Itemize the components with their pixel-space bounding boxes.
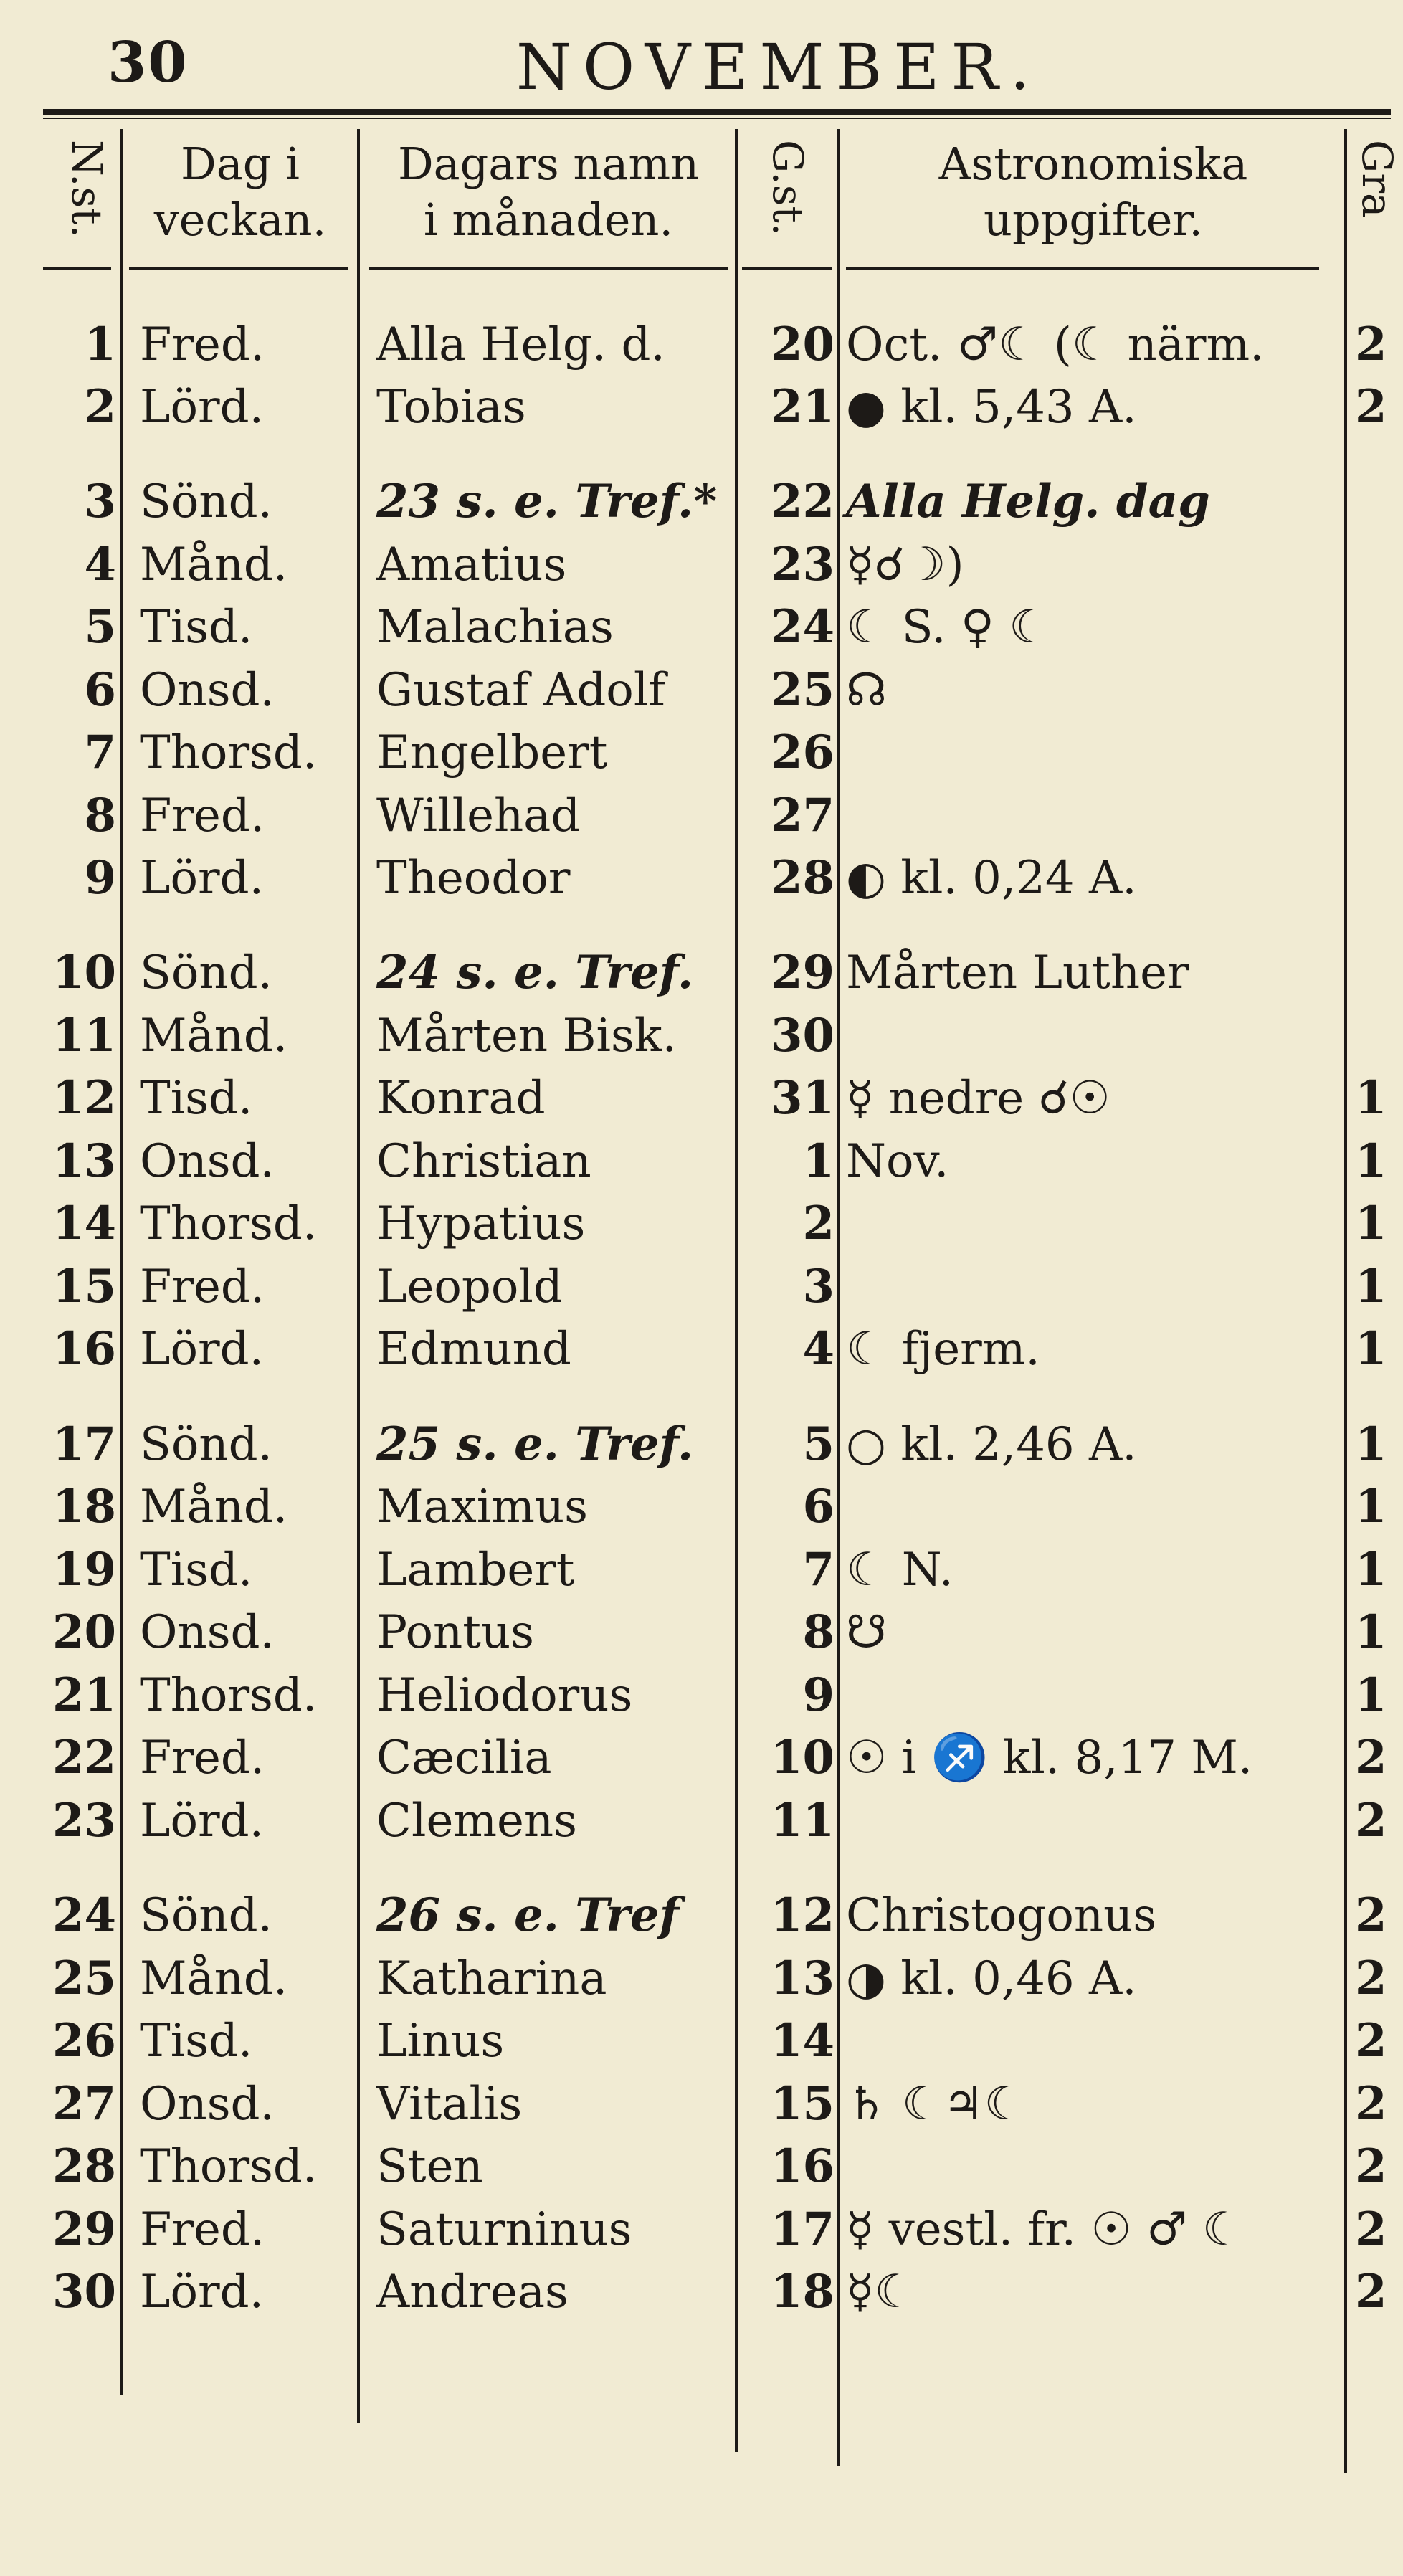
- table-row: [0, 1475, 1403, 1539]
- edge-digit: 2: [1355, 1731, 1387, 1784]
- edge-digit: 2: [1355, 2077, 1387, 2131]
- old-style-date: 8: [802, 1605, 834, 1659]
- weekday: Lörd.: [140, 852, 264, 905]
- weekday: Thorsd.: [140, 1197, 318, 1250]
- weekday: Onsd.: [140, 1606, 275, 1659]
- astronomical-note: ☉ i ♐ kl. 8,17 M.: [846, 1731, 1253, 1784]
- day-number: 7: [84, 726, 116, 779]
- old-style-date: 4: [802, 1322, 834, 1376]
- header-underline: [43, 267, 111, 270]
- page-number: 30: [108, 30, 189, 95]
- day-name: Sten: [376, 2140, 483, 2193]
- astronomical-note: Alla Helg. dag: [846, 475, 1210, 528]
- weekday: Sönd.: [140, 946, 272, 999]
- day-name: Mårten Bisk.: [376, 1009, 677, 1063]
- astronomical-note: ☿☌☽): [846, 538, 964, 591]
- day-number: 26: [52, 2014, 116, 2068]
- table-row: [0, 2073, 1403, 2136]
- day-name: Maximus: [376, 1481, 588, 1534]
- weekday: Lörd.: [140, 381, 264, 434]
- table-row: [0, 1884, 1403, 1947]
- old-style-date: 2: [802, 1197, 834, 1250]
- day-number: 24: [52, 1888, 116, 1942]
- old-style-date: 31: [770, 1071, 834, 1125]
- day-name: Malachias: [376, 601, 614, 654]
- header-edge: Gra: [1353, 140, 1402, 218]
- edge-digit: 2: [1355, 2202, 1387, 2256]
- table-row: [0, 2261, 1403, 2324]
- day-number: 17: [52, 1417, 116, 1471]
- header-underline: [846, 267, 1319, 270]
- header-underline: [742, 267, 832, 270]
- day-name: Engelbert: [376, 726, 608, 779]
- weekday: Sönd.: [140, 475, 272, 528]
- old-style-date: 1: [802, 1134, 834, 1188]
- old-style-date: 18: [770, 2265, 834, 2319]
- edge-digit: 2: [1355, 1888, 1387, 1942]
- edge-digit: 1: [1355, 1260, 1387, 1313]
- astronomical-note: ♄ ☾♃☾: [846, 2078, 1025, 2131]
- astronomical-note: ☿ nedre ☌☉: [846, 1072, 1110, 1125]
- table-row: [0, 313, 1403, 376]
- day-name: Christian: [376, 1135, 591, 1188]
- day-name: 24 s. e. Tref.: [376, 946, 694, 999]
- old-style-date: 9: [802, 1668, 834, 1722]
- day-name: Konrad: [376, 1072, 546, 1125]
- edge-digit: 1: [1355, 1605, 1387, 1659]
- weekday: Fred.: [140, 1731, 265, 1784]
- table-row: [0, 2135, 1403, 2198]
- header-underline: [129, 267, 348, 270]
- astronomical-note: Oct. ♂☾ (☾ närm.: [846, 318, 1265, 371]
- table-row: [0, 470, 1403, 533]
- weekday: Fred.: [140, 2203, 265, 2256]
- weekday: Sönd.: [140, 1889, 272, 1942]
- day-number: 25: [52, 1952, 116, 2005]
- day-name: Heliodorus: [376, 1669, 633, 1722]
- day-number: 27: [52, 2077, 116, 2131]
- weekday: Fred.: [140, 318, 265, 371]
- table-row: [0, 1539, 1403, 1602]
- table-row: [0, 1067, 1403, 1130]
- day-number: 12: [52, 1071, 116, 1125]
- astronomical-note: Mårten Luther: [846, 946, 1189, 999]
- astronomical-note: ☋: [846, 1606, 887, 1659]
- edge-digit: 2: [1355, 1952, 1387, 2005]
- old-style-date: 5: [802, 1417, 834, 1471]
- day-name: Katharina: [376, 1952, 607, 2005]
- table-row: [0, 2010, 1403, 2073]
- old-style-date: 22: [770, 475, 834, 528]
- table-row: [0, 376, 1403, 439]
- header-gamlastil: G.st.: [764, 140, 812, 237]
- day-number: 30: [52, 2265, 116, 2319]
- weekday: Thorsd.: [140, 726, 318, 779]
- old-style-date: 23: [770, 538, 834, 591]
- table-row: [0, 1601, 1403, 1664]
- astronomical-note: ☾ S. ♀ ☾: [846, 601, 1050, 654]
- day-number: 29: [52, 2202, 116, 2256]
- old-style-date: 27: [770, 789, 834, 842]
- weekday: Fred.: [140, 789, 265, 842]
- day-number: 8: [84, 789, 116, 842]
- header-dag-i-veckan: Dag i veckan.: [153, 138, 327, 246]
- header-rule-thin: [43, 118, 1391, 119]
- day-number: 16: [52, 1322, 116, 1376]
- day-number: 19: [52, 1543, 116, 1597]
- day-name: Tobias: [376, 381, 526, 434]
- old-style-date: 7: [802, 1543, 834, 1597]
- day-name: Cæcilia: [376, 1731, 552, 1784]
- table-row: [0, 941, 1403, 1004]
- day-number: 10: [52, 946, 116, 999]
- old-style-date: 3: [802, 1260, 834, 1313]
- edge-digit: 1: [1355, 1322, 1387, 1376]
- weekday: Månd.: [140, 1009, 288, 1063]
- astronomical-note: ● kl. 5,43 A.: [846, 381, 1137, 434]
- old-style-date: 14: [770, 2014, 834, 2068]
- day-name: Vitalis: [376, 2078, 523, 2131]
- old-style-date: 10: [770, 1731, 834, 1784]
- weekday: Onsd.: [140, 2078, 275, 2131]
- day-name: Clemens: [376, 1795, 577, 1848]
- table-row: [0, 784, 1403, 847]
- edge-digit: 2: [1355, 2014, 1387, 2068]
- astronomical-note: ☾ N.: [846, 1544, 953, 1597]
- old-style-date: 21: [770, 380, 834, 434]
- old-style-date: 28: [770, 851, 834, 905]
- day-name: Alla Helg. d.: [376, 318, 665, 371]
- day-number: 23: [52, 1794, 116, 1848]
- header-dagars-namn: Dagars namn i månaden.: [397, 138, 700, 246]
- header-underline: [369, 267, 728, 270]
- day-name: Leopold: [376, 1260, 563, 1313]
- astronomical-note: ☊: [846, 664, 887, 717]
- day-name: Theodor: [376, 852, 571, 905]
- astronomical-note: ☿☾: [846, 2266, 915, 2319]
- header-rule-thick: [43, 109, 1391, 115]
- edge-digit: 1: [1355, 1543, 1387, 1597]
- day-number: 28: [52, 2139, 116, 2193]
- table-row: [0, 1664, 1403, 1727]
- day-number: 11: [52, 1009, 116, 1063]
- day-number: 5: [84, 600, 116, 654]
- old-style-date: 13: [770, 1952, 834, 2005]
- table-row: [0, 1947, 1403, 2010]
- day-number: 15: [52, 1260, 116, 1313]
- table-row: [0, 1192, 1403, 1255]
- astronomical-note: ◐ kl. 0,24 A.: [846, 852, 1137, 905]
- month-title: NOVEMBER.: [516, 30, 1042, 104]
- table-row: [0, 1790, 1403, 1853]
- table-row: [0, 1318, 1403, 1381]
- edge-digit: 2: [1355, 2265, 1387, 2319]
- weekday: Lörd.: [140, 2266, 264, 2319]
- day-name: Andreas: [376, 2266, 569, 2319]
- table-row: [0, 2198, 1403, 2261]
- table-row: [0, 1255, 1403, 1318]
- day-name: 23 s. e. Tref.*: [376, 475, 718, 528]
- astronomical-note: ○ kl. 2,46 A.: [846, 1418, 1137, 1471]
- old-style-date: 26: [770, 726, 834, 779]
- weekday: Onsd.: [140, 1135, 275, 1188]
- day-number: 6: [84, 663, 116, 717]
- day-name: Hypatius: [376, 1197, 586, 1250]
- weekday: Månd.: [140, 1952, 288, 2005]
- day-number: 2: [84, 380, 116, 434]
- old-style-date: 12: [770, 1888, 834, 1942]
- edge-digit: 1: [1355, 1417, 1387, 1471]
- day-number: 3: [84, 475, 116, 528]
- weekday: Fred.: [140, 1260, 265, 1313]
- weekday: Onsd.: [140, 664, 275, 717]
- day-name: Pontus: [376, 1606, 534, 1659]
- edge-digit: 1: [1355, 1197, 1387, 1250]
- old-style-date: 17: [770, 2202, 834, 2256]
- table-row: [0, 721, 1403, 784]
- old-style-date: 30: [770, 1009, 834, 1063]
- weekday: Lörd.: [140, 1795, 264, 1848]
- weekday: Sönd.: [140, 1418, 272, 1471]
- astronomical-note: ☿ vestl. fr. ☉ ♂ ☾: [846, 2203, 1244, 2256]
- day-name: 25 s. e. Tref.: [376, 1417, 694, 1471]
- edge-digit: 2: [1355, 380, 1387, 434]
- day-name: Saturninus: [376, 2203, 632, 2256]
- day-number: 14: [52, 1197, 116, 1250]
- weekday: Månd.: [140, 538, 288, 591]
- old-style-date: 24: [770, 600, 834, 654]
- weekday: Thorsd.: [140, 2140, 318, 2193]
- day-name: Willehad: [376, 789, 581, 842]
- old-style-date: 6: [802, 1480, 834, 1534]
- table-row: [0, 533, 1403, 597]
- day-number: 18: [52, 1480, 116, 1534]
- table-row: [0, 659, 1403, 722]
- day-name: 26 s. e. Tref: [376, 1888, 680, 1942]
- weekday: Tisd.: [140, 1544, 253, 1597]
- old-style-date: 25: [770, 663, 834, 717]
- weekday: Lörd.: [140, 1323, 264, 1376]
- day-name: Edmund: [376, 1323, 571, 1376]
- astronomical-note: ◑ kl. 0,46 A.: [846, 1952, 1137, 2005]
- day-name: Linus: [376, 2015, 505, 2068]
- day-name: Amatius: [376, 538, 567, 591]
- table-row: [0, 1130, 1403, 1193]
- day-number: 22: [52, 1731, 116, 1784]
- weekday: Månd.: [140, 1481, 288, 1534]
- astronomical-note: ☾ fjerm.: [846, 1323, 1040, 1376]
- astronomical-note: Christogonus: [846, 1889, 1157, 1942]
- old-style-date: 20: [770, 318, 834, 371]
- table-row: [0, 1413, 1403, 1476]
- old-style-date: 11: [770, 1794, 834, 1848]
- day-number: 21: [52, 1668, 116, 1722]
- edge-digit: 1: [1355, 1134, 1387, 1188]
- day-name: Gustaf Adolf: [376, 664, 665, 717]
- edge-digit: 1: [1355, 1668, 1387, 1722]
- old-style-date: 15: [770, 2077, 834, 2131]
- edge-digit: 1: [1355, 1480, 1387, 1534]
- old-style-date: 29: [770, 946, 834, 999]
- header-astronomiska: Astronomiska uppgifter.: [938, 138, 1248, 246]
- edge-digit: 2: [1355, 318, 1387, 371]
- weekday: Tisd.: [140, 601, 253, 654]
- day-number: 4: [84, 538, 116, 591]
- edge-digit: 2: [1355, 1794, 1387, 1848]
- old-style-date: 16: [770, 2139, 834, 2193]
- day-number: 20: [52, 1605, 116, 1659]
- day-number: 1: [84, 318, 116, 371]
- day-name: Lambert: [376, 1544, 575, 1597]
- table-row: [0, 1726, 1403, 1790]
- header-nystil: N.st.: [62, 140, 111, 238]
- table-row: [0, 1004, 1403, 1068]
- table-row: [0, 596, 1403, 659]
- astronomical-note: Nov.: [846, 1135, 949, 1188]
- day-number: 13: [52, 1134, 116, 1188]
- day-number: 9: [84, 851, 116, 905]
- weekday: Thorsd.: [140, 1669, 318, 1722]
- edge-digit: 2: [1355, 2139, 1387, 2193]
- weekday: Tisd.: [140, 1072, 253, 1125]
- weekday: Tisd.: [140, 2015, 253, 2068]
- edge-digit: 1: [1355, 1071, 1387, 1125]
- table-row: [0, 847, 1403, 910]
